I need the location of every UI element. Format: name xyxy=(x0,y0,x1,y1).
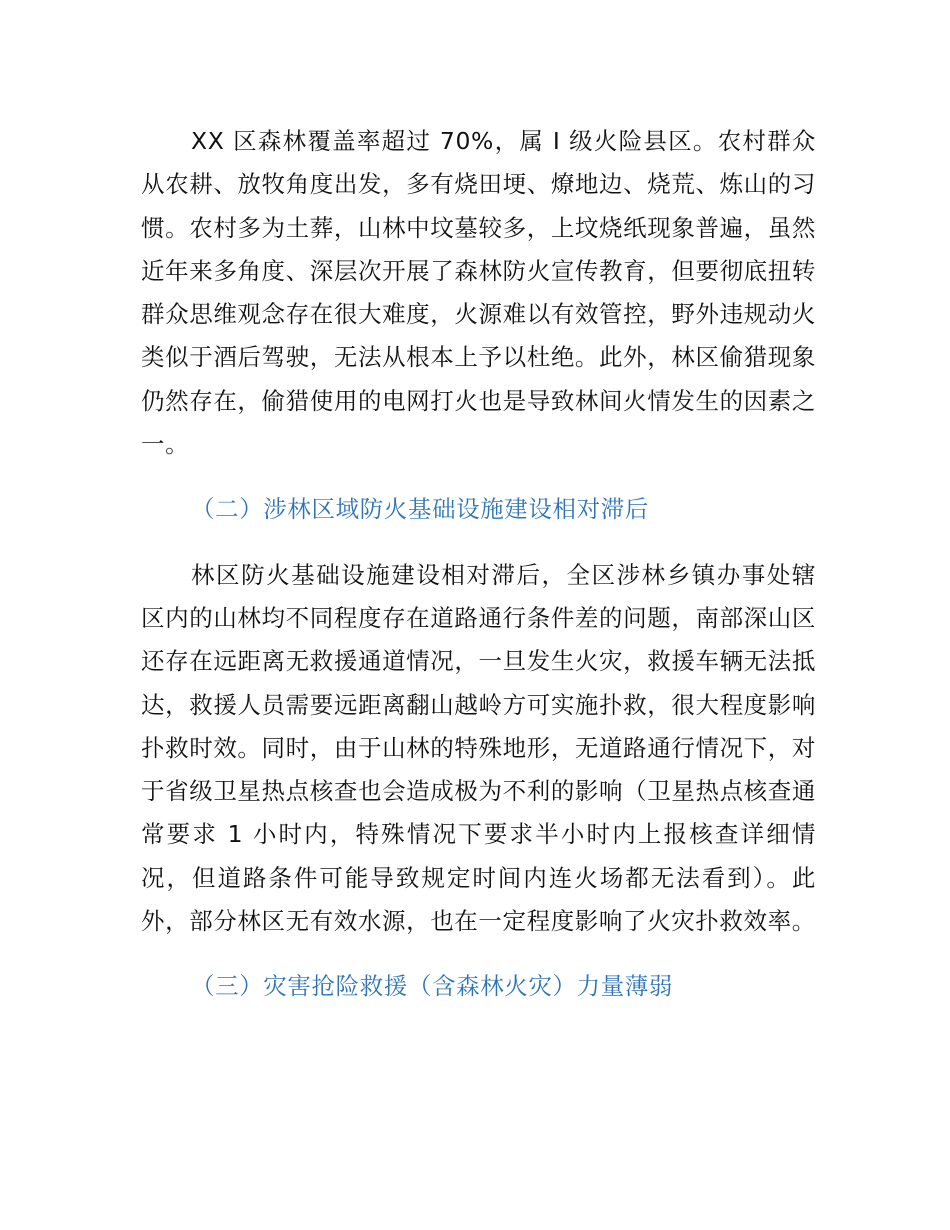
document-body xyxy=(141,120,816,1009)
paragraph-infrastructure: 林区防火基础设施建设相对滞后，全区涉林乡镇办事处辖区内的山林均不同程度存在道路通行条件差的问题，南部深山区还存在远距离无救援通道情况，一旦发生火灾，救援车辆无法抵达，救援人员需要远距离翻山越岭方可实施扑救，很大程度影响扑救时效。同时，由于山林的特殊地形，无道路通行情况下，对于省级卫星热点核查也会造成极为不利的影响（卫星热点核查通常要求 1 小时内，特殊情况下要求半小时内上报核查详细情况，但道路条件可能导致规定时间内连火场都无法看到）。此外，部分林区无有效水源，也在一定程度影响了火灾扑救效率。 xyxy=(141,560,816,936)
section-heading-infrastructure: （二）涉林区域防火基础设施建设相对滞后 xyxy=(191,495,649,524)
section-heading-rescue-forces: （三）灾害抢险救援（含森林火灾）力量薄弱 xyxy=(191,972,673,1001)
paragraph-fire-risk: XX 区森林覆盖率超过 70%，属 I 级火险县区。农村群众从农耕、放牧角度出发，多有烧田埂、燎地边、烧荒、炼山的习惯。农村多为土葬，山林中坟墓较多，上坟烧纸现象普遍，虽然近年来多角度、深层次开展了森林防火宣传教育，但要彻底扭转群众思维观念存在很大难度，火源难以有效管控，野外违规动火类似于酒后驾驶，无法从根本上予以杜绝。此外，林区偷猎现象仍然存在，偷猎使用的电网打火也是导致林间火情发生的因素之一。 xyxy=(141,127,816,459)
